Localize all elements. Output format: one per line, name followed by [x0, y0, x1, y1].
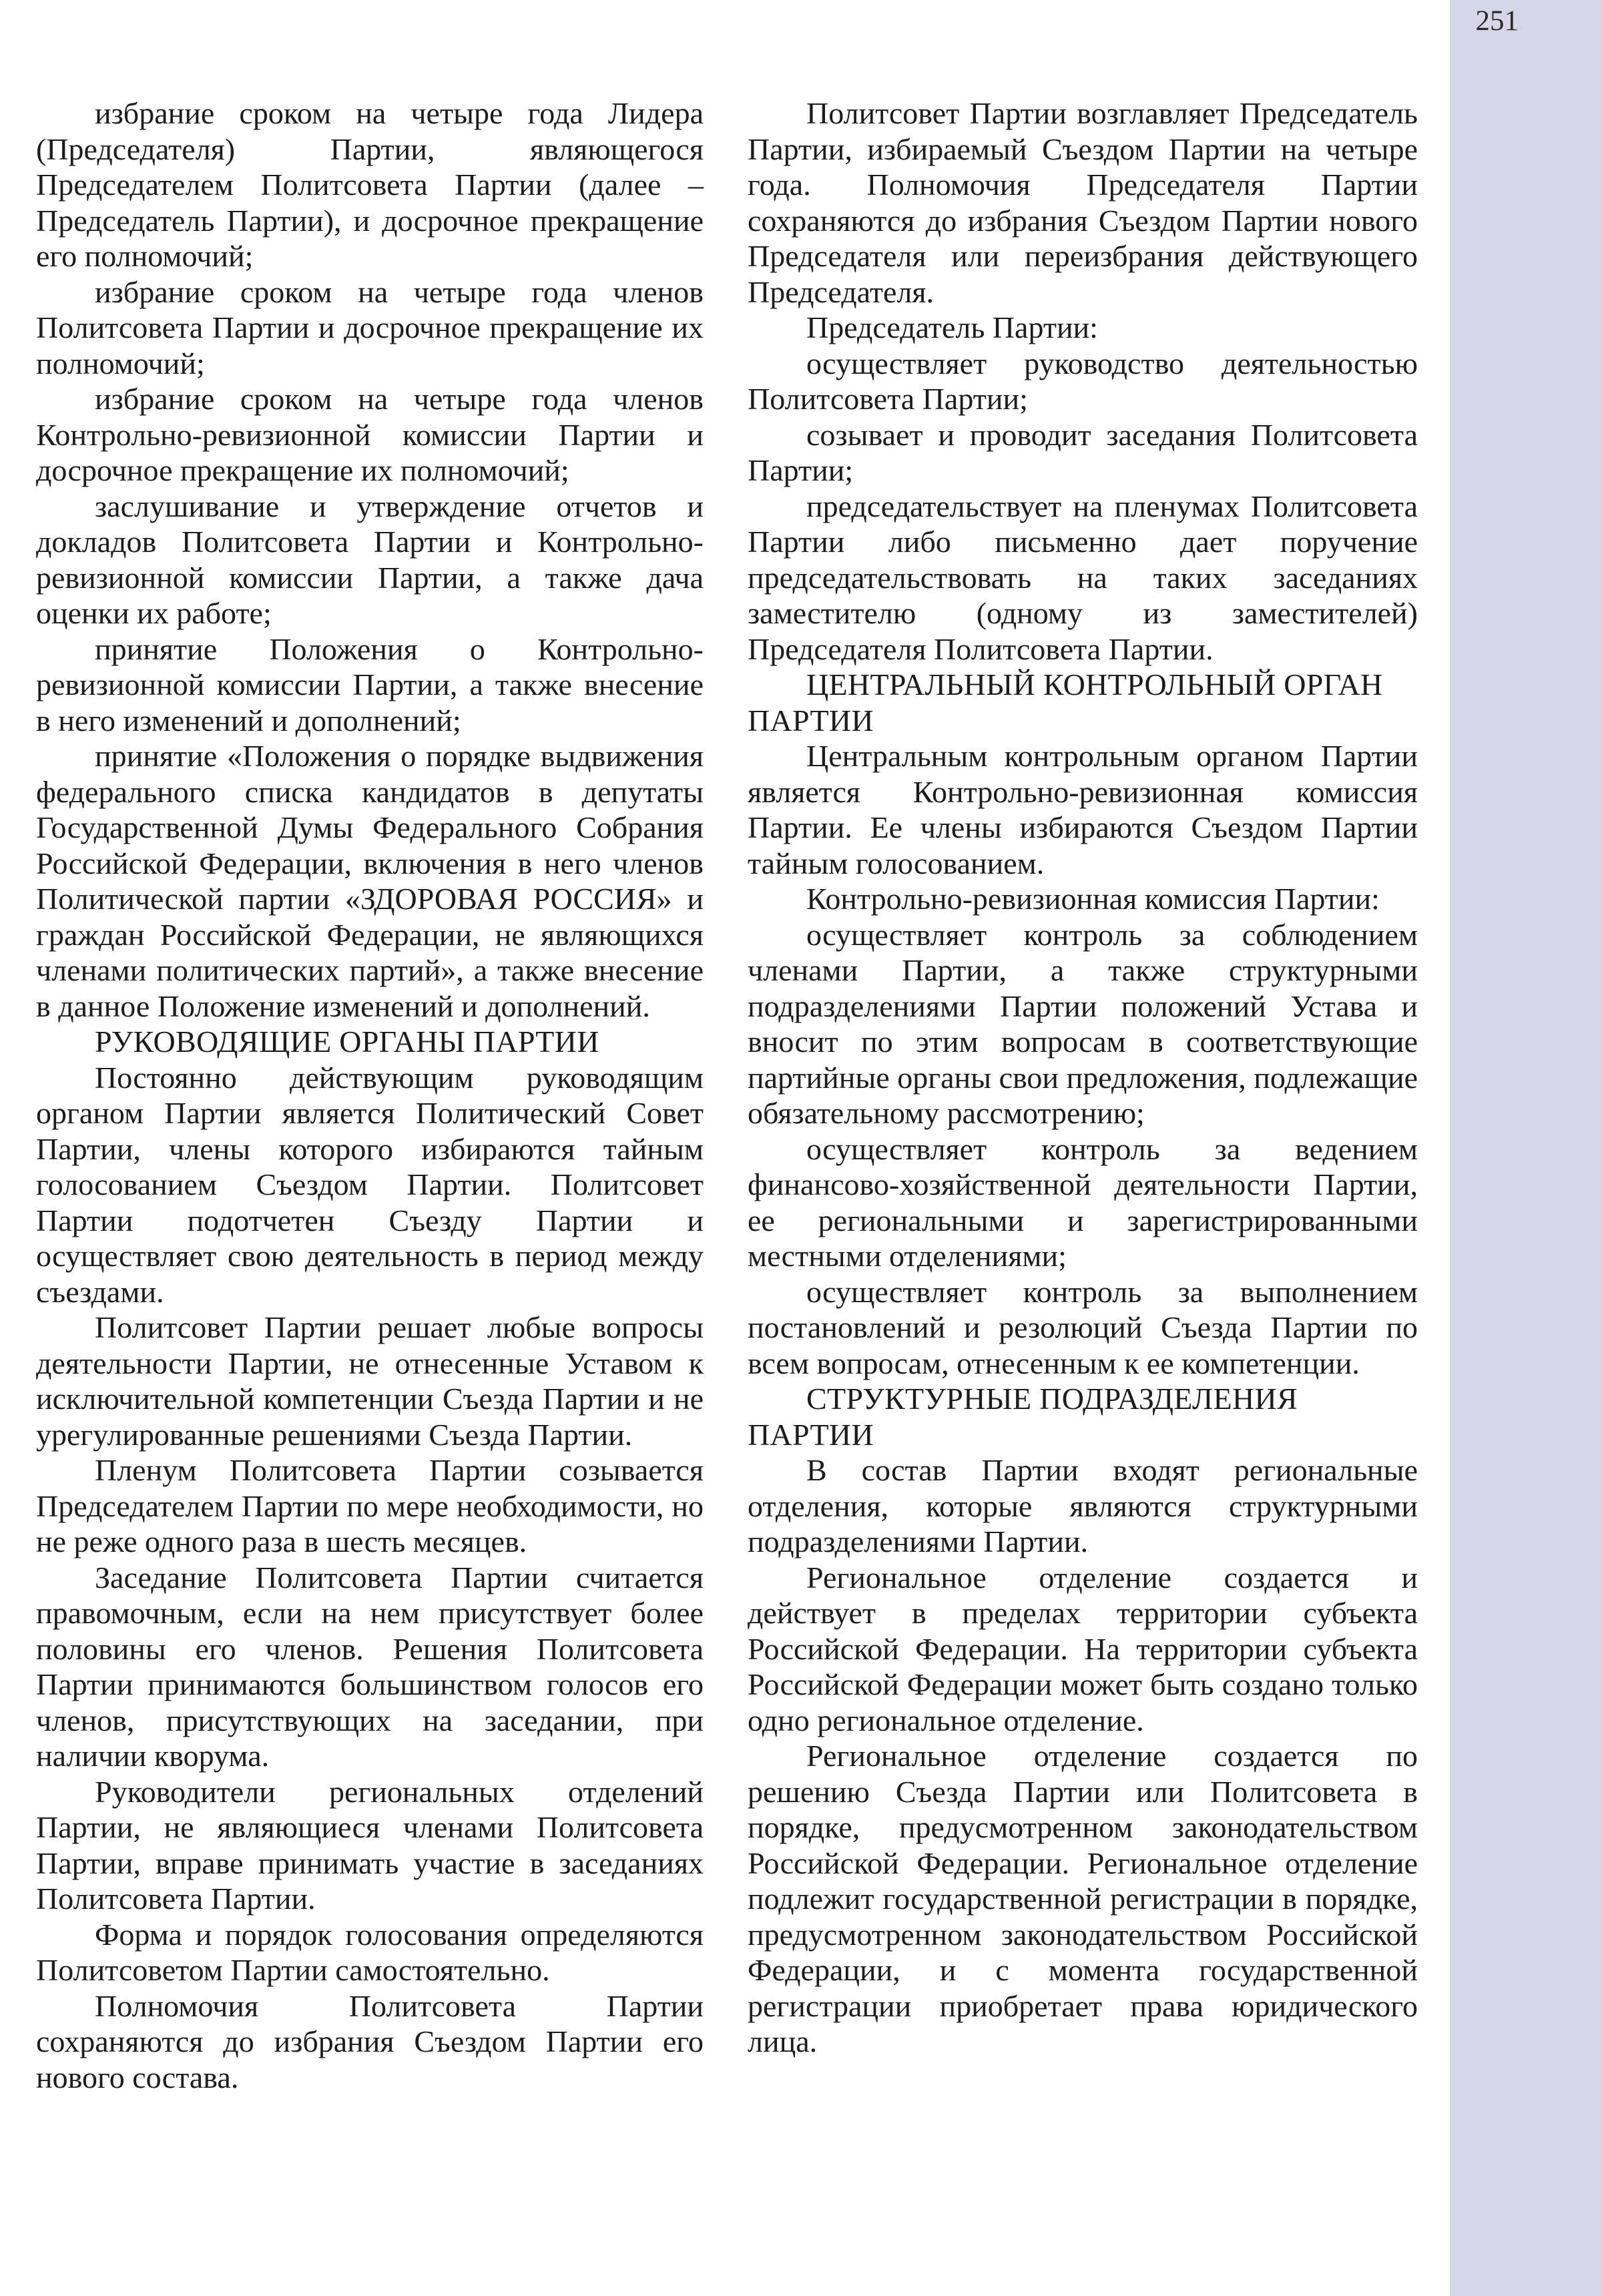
- paragraph: созывает и проводит заседания Политсовета Партии;: [748, 417, 1418, 487]
- paragraph: осуществляет контроль за ведением финансово-хозяйственной деятельности Партии, ее региональными и зарегистрированными местными отделениями;: [748, 1131, 1418, 1273]
- paragraph: осуществляет контроль за соблюдением членами Партии, а также структурными подразделениями Партии положений Устава и вносит по этим вопросам в соответствующие партийные органы свои предложения, подлежащие обязательному рассмотрению;: [748, 917, 1418, 1130]
- paragraph: избрание сроком на четыре года членов Политсовета Партии и досрочное прекращение их полномочий;: [36, 274, 704, 380]
- paragraph: осуществляет контроль за выполнением постановлений и резолюций Съезда Партии по всем вопросам, отнесенным к ее компетенции.: [748, 1274, 1418, 1380]
- paragraph: Центральным контрольным органом Партии является Контрольно-ревизионная комиссия Партии. Ее члены избираются Съездом Партии тайным голосованием.: [748, 739, 1418, 880]
- paragraph: Пленум Политсовета Партии созывается Председателем Партии по мере необходимости, но не реже одного раза в шесть месяцев.: [36, 1453, 704, 1558]
- paragraph: Руководители региональных отделений Партии, не являющиеся членами Политсовета Партии, вправе принимать участие в заседаниях Политсовета Партии.: [36, 1774, 704, 1916]
- paragraph: избрание сроком на четыре года членов Контрольно-ревизионной комиссии Партии и досрочное прекращение их полномочий;: [36, 382, 704, 487]
- paragraph: осуществляет руководство деятельностью Политсовета Партии;: [748, 346, 1418, 416]
- left-column: [36, 95, 704, 2095]
- page-number: 251: [1475, 5, 1519, 37]
- paragraph: Региональное отделение создается и действует в пределах территории субъекта Российской Федерации. На территории субъекта Российской Федерации может быть создано только одно региональное отделение.: [748, 1560, 1418, 1737]
- right-column: [748, 95, 1418, 2060]
- paragraph: В состав Партии входят региональные отделения, которые являются структурными подразделениями Партии.: [748, 1453, 1418, 1558]
- section-heading: ЦЕНТРАЛЬНЫЙ КОНТРОЛЬНЫЙ ОРГАН ПАРТИИ: [748, 667, 1383, 738]
- paragraph: Политсовет Партии решает любые вопросы деятельности Партии, не отнесенные Уставом к исключительной компетенции Съезда Партии и не урегулированные решениями Съезда Партии.: [36, 1310, 704, 1452]
- paragraph: Контрольно-ревизионная комиссия Партии:: [806, 882, 1380, 916]
- page-margin-band: [1450, 0, 1602, 2296]
- paragraph: Полномочия Политсовета Партии сохраняются до избрания Съездом Партии его нового состава.: [36, 1988, 704, 2094]
- paragraph: заслушивание и утверждение отчетов и докладов Политсовета Партии и Контрольно-ревизионной комиссии Партии, а также дача оценки их работе;: [36, 489, 704, 630]
- paragraph: Заседание Политсовета Партии считается правомочным, если на нем присутствует более половины его членов. Решения Политсовета Партии принимаются большинством голосов его членов, присутствующих на заседании, при наличии кворума.: [36, 1560, 704, 1773]
- paragraph: принятие Положения о Контрольно-ревизионной комиссии Партии, а также внесение в него изменений и дополнений;: [36, 631, 704, 738]
- section-heading: РУКОВОДЯЩИЕ ОРГАНЫ ПАРТИИ: [95, 1025, 599, 1059]
- paragraph: Председатель Партии:: [806, 310, 1098, 344]
- paragraph: Политсовет Партии возглавляет Председатель Партии, избираемый Съездом Партии на четыре года. Полномочия Председателя Партии сохраняются до избрания Съездом Партии нового Председателя или переизбрания действующего Председателя.: [748, 96, 1418, 309]
- section-heading: СТРУКТУРНЫЕ ПОДРАЗДЕЛЕНИЯ ПАРТИИ: [748, 1382, 1298, 1452]
- paragraph: Форма и порядок голосования определяются Политсоветом Партии самостоятельно.: [36, 1917, 704, 1987]
- paragraph: принятие «Положения о порядке выдвижения федерального списка кандидатов в депутаты Государственной Думы Федерального Собрания Российской Федерации, включения в него членов Политической партии «ЗДОРОВАЯ РОССИЯ» и граждан Российской Федерации, не являющихся членами политических партий», а также внесение в данное Положение изменений и дополнений.: [36, 739, 704, 1023]
- paragraph: избрание сроком на четыре года Лидера (Председателя) Партии, являющегося Председателем Политсовета Партии (далее – Председатель Партии), и досрочное прекращение его полномочий;: [36, 96, 704, 273]
- paragraph: Региональное отделение создается по решению Съезда Партии или Политсовета в порядке, предусмотренном законодательством Российской Федерации. Региональное отделение подлежит государственной регистрации в порядке, предусмотренном законодательством Российской Федерации, и с момента государственной регистрации приобретает права юридического лица.: [748, 1739, 1418, 2058]
- paragraph: председательствует на пленумах Политсовета Партии либо письменно дает поручение председательствовать на таких заседаниях заместителю (одному из заместителей) Председателя Политсовета Партии.: [748, 489, 1418, 666]
- paragraph: Постоянно действующим руководящим органом Партии является Политический Совет Партии, члены которого избираются тайным голосованием Съездом Партии. Политсовет Партии подотчетен Съезду Партии и осуществляет свою деятельность в период между съездами.: [36, 1060, 704, 1309]
